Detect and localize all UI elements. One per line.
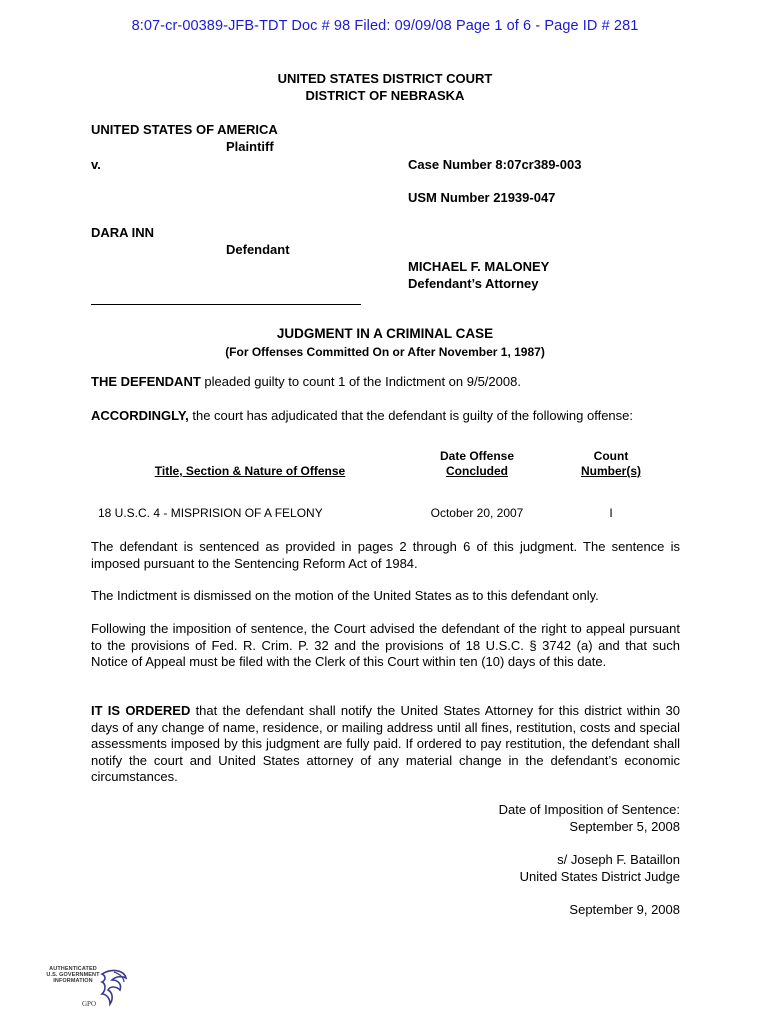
gpo-mark: GPO: [82, 1000, 97, 1008]
table-cell-count: I: [609, 506, 613, 520]
gpo-logo-line1: AUTHENTICATED: [49, 966, 97, 972]
imposition-date: September 5, 2008: [569, 819, 680, 834]
defendant-label: Defendant: [226, 242, 290, 257]
appeal-paragraph: Following the imposition of sentence, the Court advised the defendant of the right to appeal pursuant to the provisions of Fed. R. Crim. P. 32 and the provisions of 18 U.S.C. § 3742 (a) and that such Notice of Appeal must be filed with the Clerk of this Court within ten (10) days of this date.: [91, 621, 680, 669]
usm-number: USM Number 21939-047: [408, 190, 556, 205]
ordered-lead: IT IS ORDERED: [91, 703, 191, 718]
attorney-label: Defendant’s Attorney: [408, 276, 539, 291]
versus: v.: [91, 157, 101, 172]
table-header-date-line2: Concluded: [446, 464, 508, 478]
dismissal-paragraph: The Indictment is dismissed on the motion of the United States as to this defendant only.: [91, 588, 599, 603]
table-cell-date: October 20, 2007: [430, 506, 524, 520]
case-number: Case Number 8:07cr389-003: [408, 157, 582, 172]
judgment-subtitle: (For Offenses Committed On or After November 1, 1987): [225, 345, 545, 359]
judge-signature: s/ Joseph F. Bataillon: [557, 852, 680, 867]
attorney-name: MICHAEL F. MALONEY: [408, 259, 550, 274]
judgment-title: JUDGMENT IN A CRIMINAL CASE: [276, 326, 494, 341]
court-heading: [0, 70, 770, 104]
gpo-logo-line3: INFORMATION: [53, 978, 93, 984]
gpo-logo-line2: U.S. GOVERNMENT: [46, 972, 100, 978]
table-header-count: [566, 449, 656, 479]
adjudication-text: the court has adjudicated that the defendant is guilty of the following offense:: [188, 408, 633, 423]
ordered-text: that the defendant shall notify the United States Attorney for this district within 30 days of any change of name, residence, or mailing address until all fines, restitution, costs and special assessments imposed by this judgment are fully paid. If ordered to pay restitution, the defendant shall notify the court and United States attorney of any material change in the defendant’s economic circumstances.: [91, 703, 680, 784]
filing-stamp: 8:07-cr-00389-JFB-TDT Doc # 98 Filed: 09/09/08 Page 1 of 6 - Page ID # 281: [131, 18, 639, 34]
table-cell-offense: 18 U.S.C. 4 - MISPRISION OF A FELONY: [98, 506, 323, 520]
caption-rule: [91, 304, 361, 305]
plaintiff-name: UNITED STATES OF AMERICA: [91, 122, 278, 137]
plea-paragraph: [91, 374, 680, 391]
table-header-offense: Title, Section & Nature of Offense: [154, 464, 346, 478]
ordered-paragraph: [91, 703, 680, 786]
table-header-date: [410, 449, 544, 479]
plea-text: pleaded guilty to count 1 of the Indictment on 9/5/2008.: [200, 374, 521, 389]
gpo-authentication-logo: [38, 966, 130, 1012]
defendant-name: DARA INN: [91, 225, 155, 240]
imposition-label: Date of Imposition of Sentence:: [498, 802, 680, 817]
eagle-icon: [98, 968, 130, 1012]
court-district: DISTRICT OF NEBRASKA: [305, 88, 465, 103]
sentence-paragraph: The defendant is sentenced as provided in pages 2 through 6 of this judgment. The sentence is imposed pursuant to the Sentencing Reform Act of 1984.: [91, 539, 680, 571]
plaintiff-label: Plaintiff: [226, 139, 274, 154]
adjudication-paragraph: [91, 408, 680, 425]
table-header-count-line1: Count: [593, 449, 629, 463]
adjudication-lead: ACCORDINGLY,: [91, 408, 189, 423]
plea-lead: THE DEFENDANT: [91, 374, 201, 389]
table-header-count-line2: Number(s): [580, 464, 641, 478]
table-header-date-line1: Date Offense: [439, 449, 515, 463]
court-name: UNITED STATES DISTRICT COURT: [277, 71, 493, 86]
judge-title: United States District Judge: [519, 869, 680, 884]
signed-date: September 9, 2008: [569, 902, 680, 917]
